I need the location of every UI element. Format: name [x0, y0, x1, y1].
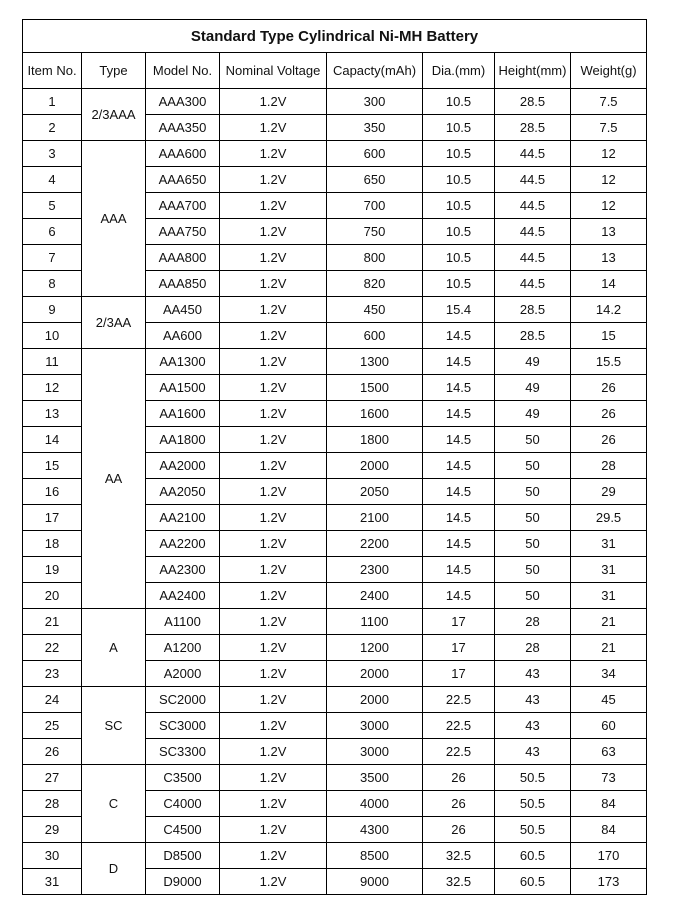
cell-diameter: 14.5 [423, 375, 495, 401]
cell-item-no: 23 [23, 661, 82, 687]
cell-capacity: 4000 [327, 791, 423, 817]
table-row [23, 765, 647, 791]
cell-nominal-voltage: 1.2V [220, 349, 327, 375]
cell-height: 28 [495, 635, 571, 661]
cell-diameter: 22.5 [423, 739, 495, 765]
cell-item-no: 24 [23, 687, 82, 713]
cell-capacity: 2000 [327, 453, 423, 479]
cell-nominal-voltage: 1.2V [220, 89, 327, 115]
cell-model-no: AAA600 [146, 141, 220, 167]
cell-diameter: 14.5 [423, 531, 495, 557]
cell-capacity: 1500 [327, 375, 423, 401]
cell-nominal-voltage: 1.2V [220, 583, 327, 609]
cell-model-no: AA2100 [146, 505, 220, 531]
header-capacity: Capacty(mAh) [327, 53, 423, 89]
cell-nominal-voltage: 1.2V [220, 609, 327, 635]
table-row [23, 89, 647, 115]
cell-item-no: 3 [23, 141, 82, 167]
cell-capacity: 3500 [327, 765, 423, 791]
cell-weight: 14.2 [571, 297, 647, 323]
cell-item-no: 26 [23, 739, 82, 765]
cell-weight: 31 [571, 531, 647, 557]
cell-model-no: C4500 [146, 817, 220, 843]
cell-weight: 173 [571, 869, 647, 895]
cell-weight: 60 [571, 713, 647, 739]
cell-weight: 29.5 [571, 505, 647, 531]
cell-model-no: AA1600 [146, 401, 220, 427]
table-title: Standard Type Cylindrical Ni-MH Battery [23, 20, 647, 53]
cell-diameter: 10.5 [423, 141, 495, 167]
cell-weight: 63 [571, 739, 647, 765]
cell-capacity: 750 [327, 219, 423, 245]
header-model-no: Model No. [146, 53, 220, 89]
cell-item-no: 31 [23, 869, 82, 895]
cell-diameter: 10.5 [423, 89, 495, 115]
cell-weight: 84 [571, 817, 647, 843]
cell-weight: 13 [571, 245, 647, 271]
cell-capacity: 1200 [327, 635, 423, 661]
cell-model-no: A1200 [146, 635, 220, 661]
cell-item-no: 14 [23, 427, 82, 453]
cell-type: AAA [82, 141, 146, 297]
cell-weight: 26 [571, 401, 647, 427]
cell-capacity: 350 [327, 115, 423, 141]
header-diameter: Dia.(mm) [423, 53, 495, 89]
cell-model-no: AA450 [146, 297, 220, 323]
cell-item-no: 10 [23, 323, 82, 349]
cell-item-no: 19 [23, 557, 82, 583]
cell-model-no: AA1500 [146, 375, 220, 401]
cell-item-no: 18 [23, 531, 82, 557]
cell-model-no: A2000 [146, 661, 220, 687]
cell-nominal-voltage: 1.2V [220, 401, 327, 427]
battery-spec-table [22, 19, 647, 895]
cell-nominal-voltage: 1.2V [220, 869, 327, 895]
cell-height: 28 [495, 609, 571, 635]
cell-diameter: 26 [423, 791, 495, 817]
cell-item-no: 17 [23, 505, 82, 531]
cell-diameter: 22.5 [423, 713, 495, 739]
cell-item-no: 25 [23, 713, 82, 739]
cell-model-no: D9000 [146, 869, 220, 895]
cell-diameter: 17 [423, 661, 495, 687]
cell-capacity: 450 [327, 297, 423, 323]
cell-model-no: SC3000 [146, 713, 220, 739]
cell-nominal-voltage: 1.2V [220, 635, 327, 661]
cell-model-no: SC3300 [146, 739, 220, 765]
cell-height: 43 [495, 713, 571, 739]
cell-nominal-voltage: 1.2V [220, 245, 327, 271]
cell-item-no: 5 [23, 193, 82, 219]
cell-diameter: 14.5 [423, 479, 495, 505]
cell-diameter: 17 [423, 609, 495, 635]
cell-capacity: 2100 [327, 505, 423, 531]
cell-height: 49 [495, 401, 571, 427]
cell-height: 43 [495, 687, 571, 713]
cell-nominal-voltage: 1.2V [220, 765, 327, 791]
cell-weight: 12 [571, 193, 647, 219]
cell-height: 28.5 [495, 323, 571, 349]
cell-weight: 26 [571, 375, 647, 401]
cell-capacity: 650 [327, 167, 423, 193]
cell-capacity: 800 [327, 245, 423, 271]
cell-type: SC [82, 687, 146, 765]
cell-nominal-voltage: 1.2V [220, 375, 327, 401]
cell-capacity: 2000 [327, 687, 423, 713]
cell-diameter: 14.5 [423, 349, 495, 375]
cell-diameter: 10.5 [423, 167, 495, 193]
cell-nominal-voltage: 1.2V [220, 557, 327, 583]
cell-type: 2/3AA [82, 297, 146, 349]
cell-type: D [82, 843, 146, 895]
cell-weight: 14 [571, 271, 647, 297]
cell-weight: 15 [571, 323, 647, 349]
cell-height: 50 [495, 557, 571, 583]
cell-height: 44.5 [495, 141, 571, 167]
cell-height: 50 [495, 531, 571, 557]
cell-diameter: 14.5 [423, 583, 495, 609]
table-row [23, 843, 647, 869]
cell-item-no: 1 [23, 89, 82, 115]
cell-diameter: 15.4 [423, 297, 495, 323]
header-nominal-voltage: Nominal Voltage [220, 53, 327, 89]
header-row [23, 53, 647, 89]
cell-diameter: 14.5 [423, 557, 495, 583]
header-type: Type [82, 53, 146, 89]
cell-diameter: 14.5 [423, 401, 495, 427]
cell-diameter: 26 [423, 765, 495, 791]
table-row [23, 349, 647, 375]
cell-diameter: 32.5 [423, 843, 495, 869]
cell-capacity: 2050 [327, 479, 423, 505]
cell-weight: 31 [571, 583, 647, 609]
cell-height: 49 [495, 349, 571, 375]
cell-model-no: AA2400 [146, 583, 220, 609]
cell-model-no: AA2050 [146, 479, 220, 505]
cell-capacity: 820 [327, 271, 423, 297]
cell-item-no: 13 [23, 401, 82, 427]
cell-weight: 26 [571, 427, 647, 453]
cell-type: AA [82, 349, 146, 609]
cell-capacity: 2200 [327, 531, 423, 557]
cell-weight: 84 [571, 791, 647, 817]
cell-item-no: 21 [23, 609, 82, 635]
cell-capacity: 2400 [327, 583, 423, 609]
cell-height: 28.5 [495, 89, 571, 115]
cell-height: 50.5 [495, 765, 571, 791]
cell-nominal-voltage: 1.2V [220, 271, 327, 297]
cell-nominal-voltage: 1.2V [220, 817, 327, 843]
cell-item-no: 8 [23, 271, 82, 297]
cell-diameter: 32.5 [423, 869, 495, 895]
cell-weight: 15.5 [571, 349, 647, 375]
cell-nominal-voltage: 1.2V [220, 687, 327, 713]
cell-model-no: A1100 [146, 609, 220, 635]
cell-model-no: AA600 [146, 323, 220, 349]
cell-nominal-voltage: 1.2V [220, 843, 327, 869]
cell-height: 50 [495, 479, 571, 505]
cell-height: 50 [495, 427, 571, 453]
cell-item-no: 15 [23, 453, 82, 479]
cell-nominal-voltage: 1.2V [220, 739, 327, 765]
header-weight: Weight(g) [571, 53, 647, 89]
header-height: Height(mm) [495, 53, 571, 89]
cell-diameter: 26 [423, 817, 495, 843]
cell-model-no: AAA650 [146, 167, 220, 193]
cell-model-no: C3500 [146, 765, 220, 791]
cell-weight: 34 [571, 661, 647, 687]
cell-height: 44.5 [495, 271, 571, 297]
cell-height: 60.5 [495, 869, 571, 895]
cell-nominal-voltage: 1.2V [220, 713, 327, 739]
cell-model-no: AAA700 [146, 193, 220, 219]
cell-weight: 28 [571, 453, 647, 479]
cell-nominal-voltage: 1.2V [220, 115, 327, 141]
cell-item-no: 9 [23, 297, 82, 323]
cell-nominal-voltage: 1.2V [220, 479, 327, 505]
header-item-no: Item No. [23, 53, 82, 89]
cell-height: 44.5 [495, 219, 571, 245]
cell-diameter: 10.5 [423, 271, 495, 297]
cell-item-no: 7 [23, 245, 82, 271]
cell-capacity: 2000 [327, 661, 423, 687]
cell-model-no: AAA800 [146, 245, 220, 271]
cell-weight: 7.5 [571, 115, 647, 141]
cell-capacity: 700 [327, 193, 423, 219]
cell-height: 43 [495, 739, 571, 765]
cell-capacity: 8500 [327, 843, 423, 869]
cell-capacity: 3000 [327, 713, 423, 739]
cell-diameter: 14.5 [423, 505, 495, 531]
cell-model-no: AAA850 [146, 271, 220, 297]
cell-weight: 21 [571, 635, 647, 661]
cell-diameter: 10.5 [423, 115, 495, 141]
cell-model-no: AA2200 [146, 531, 220, 557]
cell-nominal-voltage: 1.2V [220, 323, 327, 349]
cell-capacity: 2300 [327, 557, 423, 583]
cell-height: 44.5 [495, 167, 571, 193]
cell-weight: 31 [571, 557, 647, 583]
cell-item-no: 16 [23, 479, 82, 505]
cell-capacity: 1600 [327, 401, 423, 427]
cell-item-no: 2 [23, 115, 82, 141]
cell-capacity: 1100 [327, 609, 423, 635]
cell-model-no: AAA350 [146, 115, 220, 141]
cell-diameter: 10.5 [423, 193, 495, 219]
cell-item-no: 29 [23, 817, 82, 843]
cell-nominal-voltage: 1.2V [220, 791, 327, 817]
cell-weight: 29 [571, 479, 647, 505]
cell-item-no: 6 [23, 219, 82, 245]
cell-weight: 12 [571, 167, 647, 193]
cell-type: A [82, 609, 146, 687]
cell-height: 50 [495, 583, 571, 609]
cell-nominal-voltage: 1.2V [220, 453, 327, 479]
cell-item-no: 30 [23, 843, 82, 869]
cell-nominal-voltage: 1.2V [220, 297, 327, 323]
cell-model-no: AA1300 [146, 349, 220, 375]
cell-height: 28.5 [495, 115, 571, 141]
cell-type: 2/3AAA [82, 89, 146, 141]
cell-model-no: AA2300 [146, 557, 220, 583]
cell-height: 50.5 [495, 817, 571, 843]
cell-weight: 73 [571, 765, 647, 791]
cell-height: 44.5 [495, 245, 571, 271]
table-row [23, 141, 647, 167]
cell-model-no: AA1800 [146, 427, 220, 453]
table-row [23, 687, 647, 713]
cell-item-no: 28 [23, 791, 82, 817]
cell-nominal-voltage: 1.2V [220, 427, 327, 453]
cell-height: 50 [495, 505, 571, 531]
cell-capacity: 4300 [327, 817, 423, 843]
table-row [23, 609, 647, 635]
cell-diameter: 22.5 [423, 687, 495, 713]
cell-capacity: 3000 [327, 739, 423, 765]
cell-weight: 12 [571, 141, 647, 167]
cell-diameter: 17 [423, 635, 495, 661]
cell-item-no: 27 [23, 765, 82, 791]
cell-item-no: 22 [23, 635, 82, 661]
cell-height: 44.5 [495, 193, 571, 219]
cell-diameter: 14.5 [423, 453, 495, 479]
cell-item-no: 20 [23, 583, 82, 609]
cell-nominal-voltage: 1.2V [220, 141, 327, 167]
cell-model-no: AAA750 [146, 219, 220, 245]
cell-weight: 45 [571, 687, 647, 713]
cell-type: C [82, 765, 146, 843]
table-body [23, 89, 647, 895]
cell-diameter: 14.5 [423, 323, 495, 349]
cell-item-no: 12 [23, 375, 82, 401]
cell-model-no: AAA300 [146, 89, 220, 115]
cell-model-no: SC2000 [146, 687, 220, 713]
cell-nominal-voltage: 1.2V [220, 661, 327, 687]
cell-capacity: 600 [327, 141, 423, 167]
cell-nominal-voltage: 1.2V [220, 219, 327, 245]
cell-diameter: 10.5 [423, 245, 495, 271]
cell-diameter: 14.5 [423, 427, 495, 453]
cell-height: 60.5 [495, 843, 571, 869]
cell-capacity: 300 [327, 89, 423, 115]
cell-model-no: C4000 [146, 791, 220, 817]
cell-height: 28.5 [495, 297, 571, 323]
table-row [23, 297, 647, 323]
cell-item-no: 4 [23, 167, 82, 193]
cell-item-no: 11 [23, 349, 82, 375]
cell-weight: 7.5 [571, 89, 647, 115]
cell-weight: 170 [571, 843, 647, 869]
cell-nominal-voltage: 1.2V [220, 505, 327, 531]
cell-nominal-voltage: 1.2V [220, 531, 327, 557]
cell-diameter: 10.5 [423, 219, 495, 245]
cell-height: 50.5 [495, 791, 571, 817]
cell-nominal-voltage: 1.2V [220, 167, 327, 193]
cell-height: 43 [495, 661, 571, 687]
cell-capacity: 9000 [327, 869, 423, 895]
cell-nominal-voltage: 1.2V [220, 193, 327, 219]
cell-height: 49 [495, 375, 571, 401]
cell-capacity: 1800 [327, 427, 423, 453]
cell-model-no: D8500 [146, 843, 220, 869]
cell-capacity: 600 [327, 323, 423, 349]
cell-capacity: 1300 [327, 349, 423, 375]
cell-model-no: AA2000 [146, 453, 220, 479]
cell-height: 50 [495, 453, 571, 479]
cell-weight: 21 [571, 609, 647, 635]
cell-weight: 13 [571, 219, 647, 245]
